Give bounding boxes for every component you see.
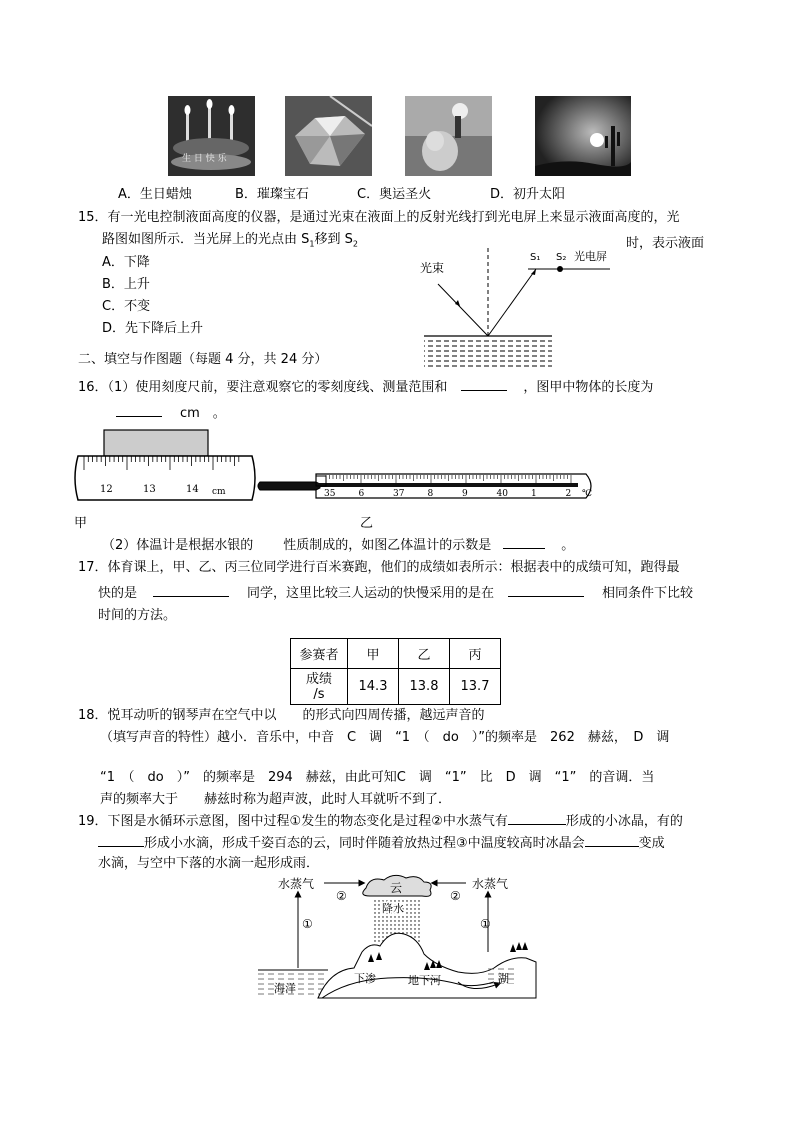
q17-line2: 快的是 同学，这里比较三人运动的快慢采用的是在 相同条件下比较 — [98, 586, 694, 601]
photo-rising-sun — [535, 96, 631, 176]
q15-light-path-figure — [420, 244, 620, 372]
q18-line1: 18．悦耳动听的钢琴声在空气中以 的形式向四周传播，越远声音的 — [78, 708, 485, 723]
q17-line1: 17．体育课上，甲、乙、丙三位同学进行百米赛跑，他们的成绩如表所示：根据表中的成绩可知，跑得最 — [78, 560, 680, 575]
thermometer-label: 1 — [531, 489, 537, 499]
q18-line3: “1 （ do ）” 的频率是 294 赫兹，由此可知C 调 “1” 比 D 调 “1” 的音调．当 — [100, 770, 655, 785]
q19-line2: 形成小水滴，形成千姿百态的云，同时伴随着放热过程③中温度较高时冰晶会 变成 — [98, 834, 665, 852]
answer-blank — [503, 536, 545, 549]
table-header: 丙 — [450, 639, 501, 669]
thermometer-label: 35 — [324, 489, 336, 499]
label-vapor-right: 水蒸气 — [472, 877, 509, 891]
q14-options — [118, 187, 566, 203]
table-cell: 13.8 — [399, 669, 450, 705]
q15-stem-line2: 路图如图所示．当光屏上的光点由 $S_1$移到 $S_2$ — [102, 232, 358, 249]
photo-caption: 生 日 快 乐 — [182, 154, 227, 164]
measured-object — [104, 430, 208, 456]
water-cycle-figure — [258, 872, 538, 1002]
label-infiltrate: 下渗 — [354, 972, 376, 985]
gem-illustration — [285, 96, 372, 176]
label-process-2-right: ② — [450, 889, 461, 903]
answer-blank — [98, 834, 144, 847]
q19-line1: 19．下图是水循环示意图，图中过程①发生的物态变化是过程②中水蒸气有 形成的小冰晶，有的 — [78, 814, 683, 829]
label-jia: 甲 — [74, 516, 88, 531]
answer-blank — [461, 378, 507, 391]
table-header: 甲 — [348, 639, 399, 669]
label-ocean: 海洋 — [274, 982, 296, 995]
label-lake: 湖 — [498, 972, 509, 985]
table-cell: 13.7 — [450, 669, 501, 705]
q14-option-b: B．璀璨宝石 — [235, 187, 309, 202]
sun-illustration — [535, 96, 631, 176]
mercury-column — [316, 483, 578, 487]
label-beam: 光束 — [420, 261, 445, 275]
q15-stem-line1: 15．有一光电控制液面高度的仪器，是通过光束在液面上的反射光线打到光电屏上来显示液面高度的，光 — [78, 210, 680, 225]
candles-illustration — [168, 96, 255, 176]
label-s1: S₁ — [530, 252, 541, 263]
label-cloud: 云 — [390, 881, 403, 895]
q15-option-c: C．不变 — [102, 299, 151, 314]
answer-blank — [585, 834, 639, 847]
q14-option-a: A．生日蜡烛 — [118, 187, 192, 202]
q18-line4: 声的频率大于 赫兹时称为超声波，此时人耳就听不到了． — [100, 792, 452, 807]
label-underground-river: 地下河 — [408, 974, 441, 987]
label-rain: 降水 — [382, 902, 404, 915]
arrow-icon — [531, 269, 536, 275]
liquid-body — [424, 336, 552, 370]
torch-illustration — [405, 96, 492, 176]
table-header: 参赛者 — [291, 639, 348, 669]
q15-option-a: A．下降 — [102, 255, 150, 270]
light-spot — [557, 266, 563, 272]
table-header: 乙 — [399, 639, 450, 669]
label-vapor-left: 水蒸气 — [278, 877, 315, 891]
answer-blank — [508, 812, 566, 825]
q16-line1: 16．（1）使用刻度尺前，要注意观察它的零刻度线、测量范围和 ，图甲中物体的长度为 — [78, 380, 654, 395]
label-yi: 乙 — [360, 516, 374, 531]
ruler-figure — [74, 428, 260, 504]
thermometer-label: 9 — [462, 489, 468, 499]
ruler-label-13: 13 — [143, 484, 156, 495]
thermometer-label: 37 — [393, 489, 405, 499]
answer-blank — [508, 584, 584, 597]
q16-line3: （2）体温计是根据水银的 性质制成的，如图乙体温计的示数是 。 — [102, 538, 575, 553]
ruler-label-14: 14 — [186, 484, 199, 495]
q14-option-c: C．奥运圣火 — [357, 187, 432, 202]
race-results-table — [290, 638, 501, 705]
q16-line2: cm 。 — [116, 404, 226, 422]
thermometer-label: 40 — [496, 489, 508, 499]
thermometer-figure — [256, 470, 598, 502]
label-process-1-right: ① — [480, 917, 491, 931]
label-process-2-left: ② — [336, 889, 347, 903]
thermometer-label: ℃ — [582, 489, 593, 499]
table-row-label: 成绩 /s — [291, 669, 348, 705]
section-2-heading: 二、填空与作图题（每题 4 分，共 24 分） — [78, 352, 328, 367]
thermometer-label: 6 — [358, 489, 365, 499]
q14-option-d: D．初升太阳 — [490, 187, 566, 202]
table-cell: 14.3 — [348, 669, 399, 705]
ruler-unit: cm — [212, 487, 226, 497]
q19-line3: 水滴，与空中下落的水滴一起形成雨． — [98, 856, 320, 871]
photo-olympic-torch — [405, 96, 492, 176]
reflected-ray — [488, 269, 536, 336]
label-process-1-left: ① — [302, 917, 313, 931]
q18-line2: （填写声音的特性）越小．音乐中，中音 C 调 “1 （ do ）”的频率是 262 赫兹， D 调 — [100, 730, 670, 745]
label-screen: 光电屏 — [574, 250, 607, 263]
q15-option-d: D．先下降后上升 — [102, 321, 204, 336]
label-s2: S₂ — [556, 252, 567, 263]
incident-ray — [438, 284, 488, 336]
ruler-label-12: 12 — [100, 484, 113, 495]
thermometer-bulb — [258, 482, 320, 490]
q15-stem-line2-end: 时，表示液面 — [626, 236, 705, 251]
q15-option-b: B．上升 — [102, 277, 150, 292]
arrow-icon — [455, 300, 460, 306]
photo-gemstone — [285, 96, 372, 176]
photo-birthday-candles — [168, 96, 255, 176]
thermometer-label: 8 — [427, 489, 434, 499]
q17-line3: 时间的方法。 — [98, 608, 177, 623]
thermometer-label: 2 — [565, 489, 572, 499]
answer-blank — [153, 584, 229, 597]
answer-blank — [116, 404, 162, 417]
